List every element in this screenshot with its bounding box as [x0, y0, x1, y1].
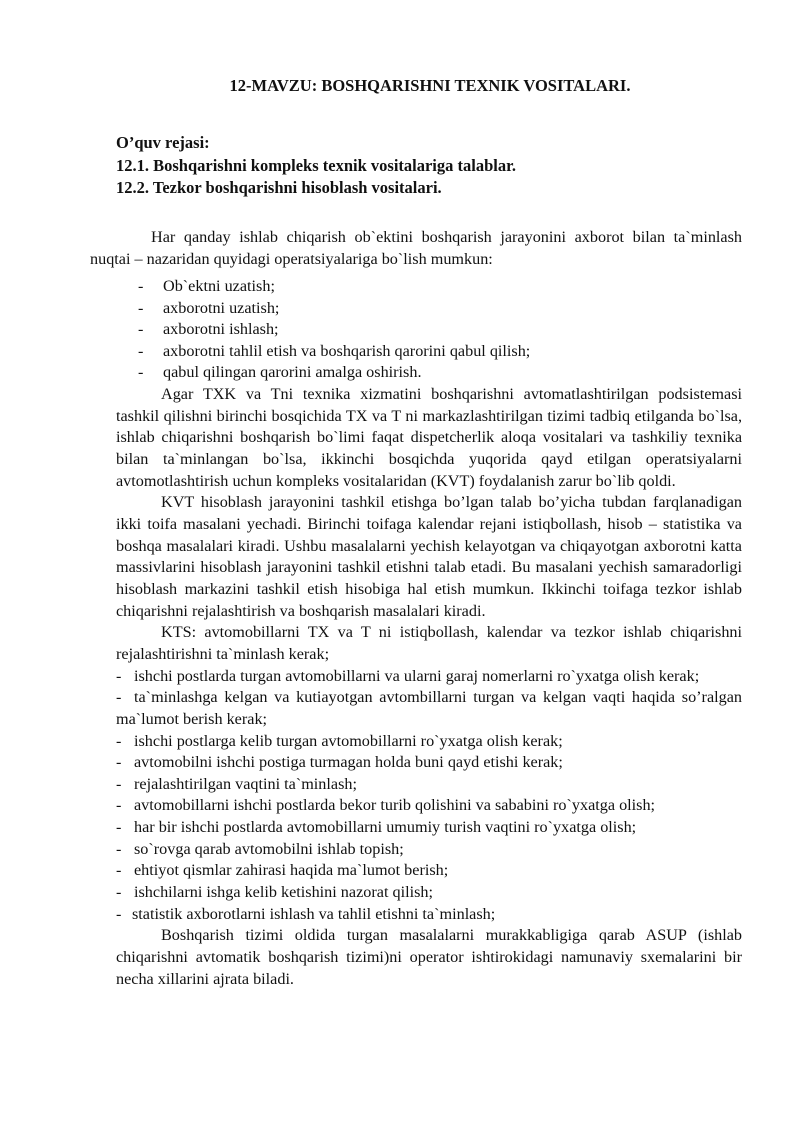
paragraph-asup: Boshqarish tizimi oldida turgan masalalarni murakkabligiga qarab ASUP (ishlab chiqarishni avtomatik boshqarish tizimi)ni operator ishtirokidagi namunaviy sxemalarini bir necha xillarini ajrata biladi.: [116, 926, 742, 988]
list-item: - statistik axborotlarni ishlash va tahlil etishni ta`minlash;: [116, 904, 496, 923]
page-title: 12-MAVZU: BOSHQARISHNI TEXNIK VOSITALARI.: [229, 76, 631, 95]
list-dash: -: [138, 341, 144, 360]
list-item: - Ob`ektni uzatish;: [138, 276, 530, 298]
list-item: - ta`minlashga kelgan va kutiayotgan avtombillarni turgan va kelgan vaqti haqida so’ralgan ma`lumot berish kerak;: [116, 688, 742, 728]
list-item: - rejalashtirilgan vaqtini ta`minlash;: [116, 774, 357, 793]
paragraph-kvt-stages: Agar TXK va Tni texnika xizmatini boshqarishni avtomatlashtirilgan podsistemasi tashkil qilishni birinchi bosqichida TX va T ni markazlashtirilgan tizimi tadbiq etilganda bo`lsa, ishlab chiqarishni boshqarish bo`limi faqat dispetcherlik aloqa vositalari va tashkiliy texnika bilan ta`minlangan bo`lsa, ikkinchi bosqichda yuqorida qayd etilgan operatsiyalarni avtomotlashtirish uchun kompleks vositalaridan (KVT) foydalanish zarur bo`lib qoldi.: [116, 385, 742, 490]
list-item: - avtomobillarni ishchi postlarda bekor turib qolishini va sababini ro`yxatga olish;: [116, 796, 656, 815]
study-plan-item: 12.1. Boshqarishni kompleks texnik vositalariga talablar.: [116, 155, 517, 175]
operations-list: [138, 276, 530, 384]
list-item: - avtomobilni ishchi postiga turmagan holda buni qayd etishi kerak;: [116, 753, 563, 772]
list-dash: -: [138, 277, 144, 295]
list-item: - qabul qilingan qarorini amalga oshirish.: [138, 362, 530, 384]
list-dash: -: [138, 320, 144, 339]
list-item: - har bir ishchi postlarda avtomobillarni umumiy turish vaqtini ro`yxatga olish;: [116, 818, 637, 837]
intro-block: [90, 227, 742, 270]
paragraph-kts: KTS: avtomobillarni TX va T ni istiqbollash, kalendar va tezkor ishlab chiqarishni rejalashtirishni ta`minlash kerak;: [116, 623, 742, 663]
list-item: - ishchi postlarga kelib turgan avtomobillarni ro`yxatga olish kerak;: [116, 731, 563, 750]
list-item: - so`rovga qarab avtomobilni ishlab topish;: [116, 839, 404, 858]
intro-paragraph: Har qanday ishlab chiqarish ob`ektini boshqarish jarayonini axborot bilan ta`minlash nuqtai – nazaridan quyidagi operatsiyalariga bo`lish mumkun:: [90, 228, 742, 268]
list-dash: -: [138, 298, 144, 317]
paragraph-kvt-tasks: KVT hisoblash jarayonini tashkil etishga bo’lgan talab bo’yicha tubdan farqlanadigan ikki toifa masalani yechadi. Birinchi toifaga kalendar rejani istiqbollash, hisob – statistika va boshqa masalalari kiradi. Ushbu masalalarni yechish kelayotgan va chiqayotgan axborotni katta massivlarini hisoblash jarayonini tashkil etishni talab etadi. Bu masalani yechish samaradorligi hisoblash markazini tashkil etish hisobiga hal etish mumkun. Ikkinchi toifaga tezkor ishlab chiqarishni rejalashtirish va boshqarish masalalari kiradi.: [116, 493, 742, 620]
list-dash: -: [138, 363, 144, 382]
requirements-list: [116, 666, 742, 926]
list-item: - ehtiyot qismlar zahirasi haqida ma`lumot berish;: [116, 861, 449, 880]
study-plan: [116, 132, 516, 200]
list-item: - axborotni tahlil etish va boshqarish qarorini qabul qilish;: [138, 341, 530, 363]
list-item: - axborotni uzatish;: [138, 298, 530, 320]
study-plan-item: 12.2. Tezkor boshqarishni hisoblash vositalari.: [116, 178, 442, 197]
list-item: - ishchilarni ishga kelib ketishini nazorat qilish;: [116, 883, 433, 902]
body-text: [116, 384, 742, 990]
list-item: - ishchi postlarda turgan avtomobillarni va ularni garaj nomerlarni ro`yxatga olish kerak;: [116, 666, 700, 685]
study-plan-heading: O’quv rejasi:: [116, 133, 210, 152]
list-item: - axborotni ishlash;: [138, 319, 530, 341]
